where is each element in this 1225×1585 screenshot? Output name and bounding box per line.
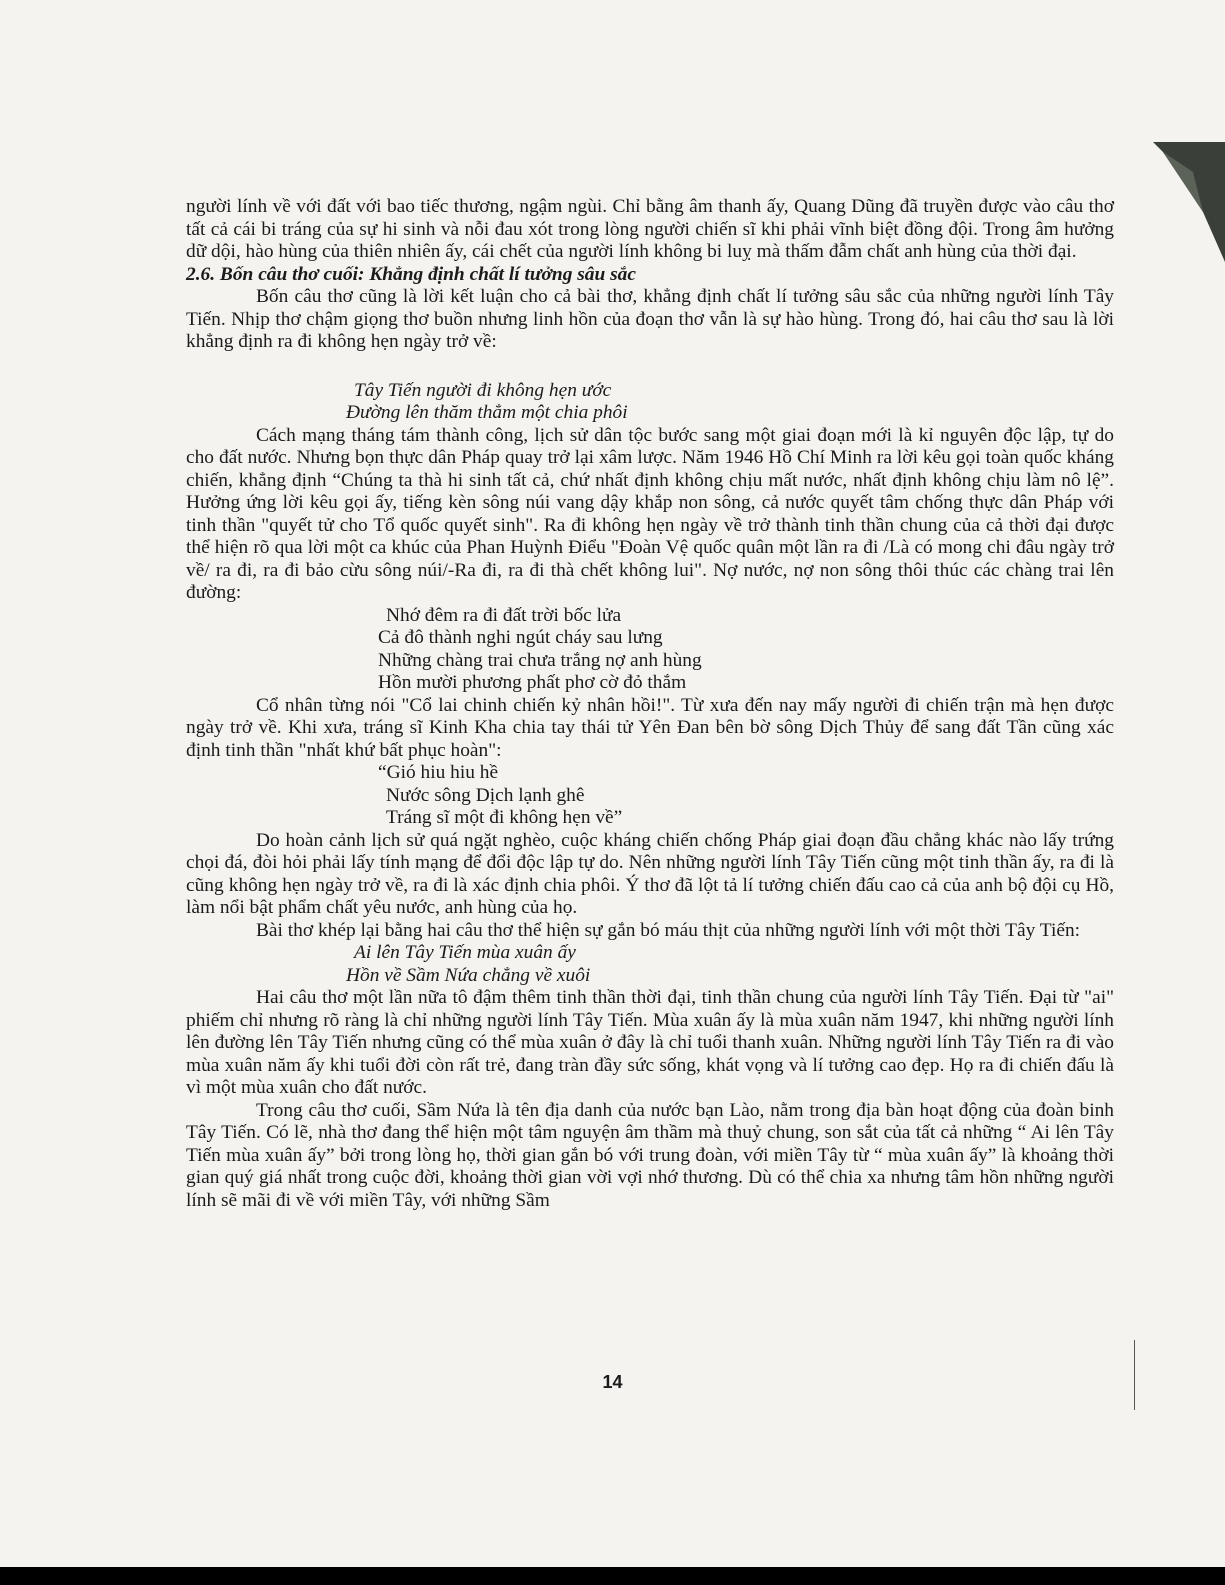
verse-line: Ai lên Tây Tiến mùa xuân ấy [354,942,576,963]
paragraph-closing: Bài thơ khép lại bằng hai câu thơ thể hiện sự gắn bó máu thịt của những người lính với một thời Tây Tiến: [256,919,1081,941]
page-corner-shadow [1133,142,1225,262]
paragraph-ancient: Cổ nhân từng nói "Cổ lai chinh chiến kỷ nhân hồi!". Từ xưa đến nay mấy người đi chiến trận mà hẹn được ngày trở về. Khi xưa, tráng sĩ Kinh Kha chia tay thái tử Yên Đan bên bờ sông Dịch Thủy để sang đất Tần cũng xác định tinh thần "nhất khứ bất phục hoàn": [186,694,1114,761]
paragraph-circumstance: Do hoàn cảnh lịch sử quá ngặt nghèo, cuộc kháng chiến chống Pháp giai đoạn đầu chẳng khác nào lấy trứng chọi đá, đòi hỏi phải lấy tính mạng để đổi độc lập tự do. Nên những người lính Tây Tiến cũng một tinh thần ấy, ra đi là cũng không hẹn ngày trở về, ra đi là xác định chia phôi. Ý thơ đã lột tả lí tưởng chiến đấu cao cả của anh bộ đội cụ Hồ, làm nổi bật phẩm chất yêu nước, anh hùng của họ. [186,829,1114,918]
verse-line: Những chàng trai chưa trắng nợ anh hùng [378,649,702,671]
section-heading: 2.6. Bốn câu thơ cuối: Khẳng định chất lí tưởng sâu sắc [186,263,636,285]
paragraph-intro: Bốn câu thơ cũng là lời kết luận cho cả bài thơ, khẳng định chất lí tưởng sâu sắc của những người lính Tây Tiến. Nhịp thơ chậm giọng thơ buồn nhưng linh hồn của đoạn thơ vẫn là sự hào hùng. Trong đó, hai câu thơ sau là lời khẳng định ra đi không hẹn ngày trở về: [186,286,1114,352]
paragraph-last: Trong câu thơ cuối, Sầm Nứa là tên địa danh của nước bạn Lào, nằm trong địa bàn hoạt động của đoàn binh Tây Tiến. Có lẽ, nhà thơ đang thể hiện một tâm nguyện âm thầm mà thuỷ chung, son sắt của tất cả những “ Ai lên Tây Tiến mùa xuân ấy” bởi trong lòng họ, thời gian gắn bó với trung đoàn, với miền Tây từ “ mùa xuân ấy” là khoảng thời gian quý giá nhất trong cuộc đời, khoảng thời gian vời vợi nhớ thương. Dù có thể chia xa nhưng tâm hồn những người lính sẽ mãi đi về với miền Tây, với những Sầm [186,1099,1114,1211]
verse-line: “Gió hiu hiu hề [378,762,499,783]
verse-line: Tráng sĩ một đi không hẹn về” [386,807,623,828]
paragraph-continuation: người lính về với đất với bao tiếc thương, ngậm ngùi. Chỉ bằng âm thanh ấy, Quang Dũng đã truyền được vào câu thơ tất cả cái bi tráng của sự hi sinh và nỗi đau xót trong lòng người chiến sĩ khi phải vĩnh biệt đồng đội. Trong âm hưởng dữ dội, hào hùng của thiên nhiên ấy, cái chết của người lính không bi luỵ mà thấm đẫm chất anh hùng của thời đại. [186,196,1114,262]
scan-bottom-border [0,1567,1225,1585]
paragraph-revolution: Cách mạng tháng tám thành công, lịch sử dân tộc bước sang một giai đoạn mới là kỉ nguyên độc lập, tự do cho đất nước. Nhưng bọn thực dân Pháp quay trở lại xâm lược. Năm 1946 Hồ Chí Minh ra lời kêu gọi toàn quốc kháng chiến, khẳng định “Chúng ta thà hi sinh tất cả, chứ nhất định không chịu mất nước, nhất định không chịu làm nô lệ”. Hưởng ứng lời kêu gọi ấy, tiếng kèn sông núi vang dậy khắp non sông, cả nước quyết tâm chống thực dân Pháp với tinh thần "quyết tử cho Tổ quốc quyết sinh". Ra đi không hẹn ngày về trở thành tinh thần chung của cả thời đại được thể hiện rõ qua lời một ca khúc của Phan Huỳnh Điểu "Đoàn Vệ quốc quân một lần ra đi /Là có mong chi đâu ngày trở về/ ra đi, ra đi bảo cừu sông núi/-Ra đi, ra đi thà chết không lui". Nợ nước, nợ non sông thôi thúc các chàng trai lên đường: [186,424,1114,603]
verse-line: Đường lên thăm thẳm một chia phôi [346,402,628,423]
document-body [186,196,1114,1212]
paragraph-spirit: Hai câu thơ một lần nữa tô đậm thêm tinh thần thời đại, tinh thần chung của người lính Tây Tiến. Đại từ "ai" phiếm chỉ nhưng rõ ràng là chỉ những người lính Tây Tiến. Mùa xuân ấy là mùa xuân năm 1947, khi những người lính lên đường lên Tây Tiến nhưng cũng có thể mùa xuân ở đây là chỉ tuổi thanh xuân. Những người lính Tây Tiến ra đi vào mùa xuân năm ấy khi tuổi đời còn rất trẻ, đang tràn đầy sức sống, khát vọng và lí tưởng cao đẹp. Họ ra đi chiến đấu là vì một mùa xuân cho đất nước. [186,987,1114,1098]
verse-line: Nhớ đêm ra đi đất trời bốc lửa [386,604,622,626]
verse-line: Hồn về Sầm Nứa chẳng về xuôi [346,964,591,986]
verse-line: Hồn mười phương phất phơ cờ đỏ thắm [378,672,687,693]
verse-line: Nước sông Dịch lạnh ghê [386,784,585,806]
page-number: 14 [602,1372,623,1392]
verse-line: Tây Tiến người đi không hẹn ước [354,379,612,401]
verse-line: Cả đô thành nghi ngút cháy sau lưng [378,627,663,648]
